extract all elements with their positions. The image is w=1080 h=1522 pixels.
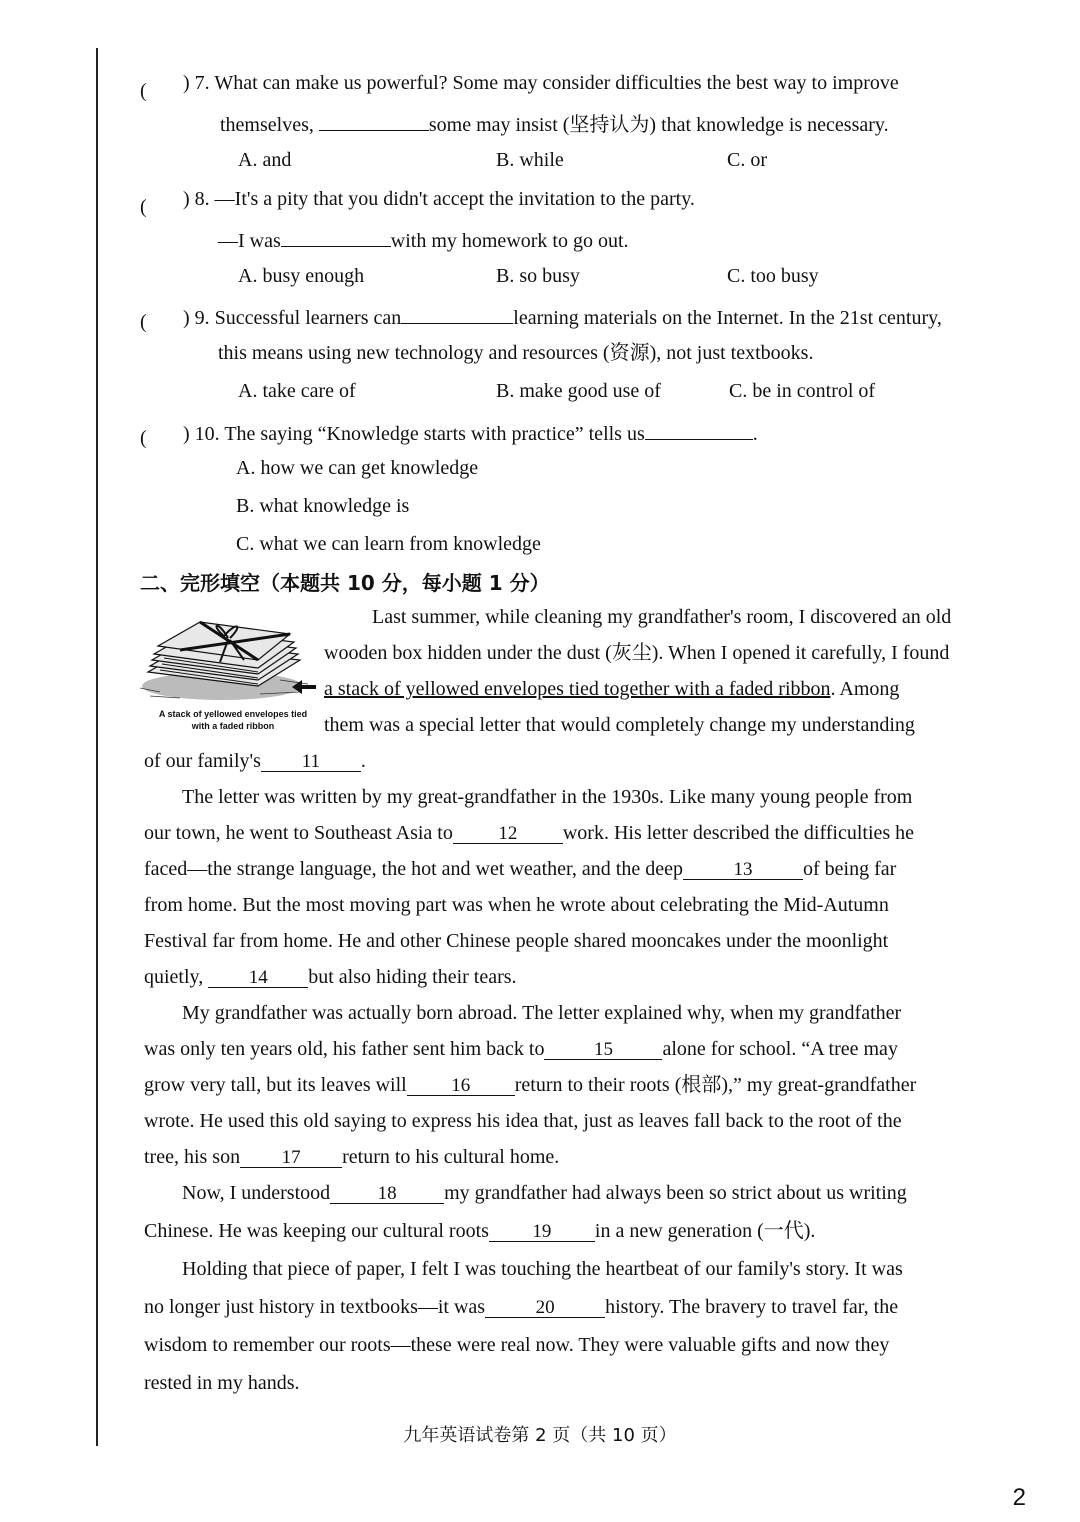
blank-11[interactable]: 11	[261, 749, 361, 772]
p4-line2-pre: Chinese. He was keeping our cultural roots	[144, 1220, 489, 1242]
p2-line1: The letter was written by my great-grandfather in the 1930s. Like many young people from	[182, 786, 913, 808]
p2-line2-pre: our town, he went to Southeast Asia to	[144, 822, 453, 844]
p5-line2-post: history. The bravery to travel far, the	[605, 1296, 899, 1318]
p4-line2	[144, 1218, 815, 1244]
q8-line1	[183, 186, 695, 212]
q7-number: ) 7.	[183, 72, 210, 94]
p4-line1-pre: Now, I understood	[182, 1182, 331, 1204]
p1-line2: wooden box hidden under the dust (灰尘). When I opened it carefully, I found	[324, 642, 950, 664]
p5-line3: wisdom to remember our roots—these were real now. They were valuable gifts and now they	[144, 1334, 890, 1356]
p3-line2	[144, 1036, 898, 1062]
q9-stem-1b: learning materials on the Internet. In the 21st century,	[513, 307, 942, 329]
blank-18[interactable]: 18	[330, 1181, 444, 1204]
q10-answer-paren[interactable]: (	[140, 427, 147, 449]
q9-option-a[interactable]: A. take care of	[238, 380, 356, 402]
q7-stem-2b: some may insist (坚持认为) that knowledge is necessary.	[428, 114, 889, 136]
page-number: 2	[1012, 1484, 1026, 1511]
q8-option-b[interactable]: B. so busy	[496, 265, 580, 287]
p2-line2	[144, 820, 914, 846]
p3-line4: wrote. He used this old saying to express his idea that, just as leaves fall back to the root of the	[144, 1110, 902, 1132]
p1-line5-pre: of our family's	[144, 750, 261, 772]
envelope-stack-icon	[140, 600, 312, 710]
p2-line4: from home. But the most moving part was when he wrote about celebrating the Mid-Autumn	[144, 894, 889, 916]
p3-line1: My grandfather was actually born abroad. The letter explained why, when my grandfather	[182, 1002, 902, 1024]
p3-line5-post: return to his cultural home.	[342, 1146, 560, 1168]
p2-line6	[144, 964, 517, 990]
p2-line3-pre: faced—the strange language, the hot and wet weather, and the deep	[144, 858, 683, 880]
p5-line2	[144, 1294, 898, 1320]
q7-stem-2a: themselves,	[220, 114, 314, 136]
q7-answer-paren[interactable]: (	[140, 80, 147, 102]
p3-line2-post: alone for school. “A tree may	[662, 1038, 898, 1060]
p2-line3	[144, 856, 896, 882]
q7-line2	[220, 108, 889, 138]
p3-line5-pre: tree, his son	[144, 1146, 241, 1168]
p2-line5: Festival far from home. He and other Chinese people shared mooncakes under the moonlight	[144, 930, 889, 952]
p3-line2-pre: was only ten years old, his father sent him back to	[144, 1038, 545, 1060]
q9-line2: this means using new technology and resources (资源), not just textbooks.	[218, 342, 814, 364]
p1-line5-post: .	[360, 750, 366, 772]
p2-line3-post: of being far	[802, 858, 897, 880]
q10-option-b[interactable]: B. what knowledge is	[236, 495, 410, 517]
p1-line3	[324, 676, 899, 702]
blank-20[interactable]: 20	[485, 1295, 605, 1318]
q9-stem-1a: Successful learners can	[214, 307, 402, 329]
p3-line3-post: return to their roots (根部),” my great-grandfather	[514, 1074, 917, 1096]
q7-option-c[interactable]: C. or	[727, 149, 767, 171]
p1-line4: them was a special letter that would completely change my understanding	[324, 714, 915, 736]
q10-blank	[645, 417, 753, 440]
q8-stem-2b: with my homework to go out.	[390, 230, 629, 252]
q9-number: ) 9.	[183, 307, 210, 329]
binding-margin-line	[96, 48, 98, 1446]
q7-option-a[interactable]: A. and	[238, 149, 292, 171]
q7-blank	[319, 108, 429, 131]
q8-blank	[281, 224, 391, 247]
p2-line6-post: but also hiding their tears.	[308, 966, 517, 988]
q9-blank	[401, 301, 513, 324]
p4-line1	[182, 1180, 907, 1206]
p3-line5	[144, 1144, 559, 1170]
q9-option-c[interactable]: C. be in control of	[729, 380, 876, 402]
q9-option-b[interactable]: B. make good use of	[496, 380, 661, 402]
blank-12[interactable]: 12	[453, 821, 563, 844]
q10-stem-b: .	[752, 423, 758, 445]
q8-number: ) 8.	[183, 188, 210, 210]
p1-line1: Last summer, while cleaning my grandfather's room, I discovered an old	[372, 606, 952, 628]
q7-option-b[interactable]: B. while	[496, 149, 564, 171]
left-arrow-icon	[290, 678, 318, 696]
q8-stem-1: —It's a pity that you didn't accept the invitation to the party.	[214, 188, 695, 210]
blank-16[interactable]: 16	[407, 1073, 515, 1096]
q9-line1	[183, 301, 942, 331]
q8-option-c[interactable]: C. too busy	[727, 265, 819, 287]
q8-stem-2a: —I was	[218, 230, 281, 252]
p1-underlined-phrase: a stack of yellowed envelopes tied together with a faded ribbon	[324, 678, 831, 700]
blank-15[interactable]: 15	[544, 1037, 662, 1060]
p4-line2-post: in a new generation (一代).	[594, 1220, 816, 1242]
p5-line1: Holding that piece of paper, I felt I was touching the heartbeat of our family's story. It was	[182, 1258, 903, 1280]
page-footer: 九年英语试卷第 2 页（共 10 页）	[403, 1425, 677, 1446]
q7-stem-1: What can make us powerful? Some may consider difficulties the best way to improve	[214, 72, 899, 94]
blank-17[interactable]: 17	[240, 1145, 342, 1168]
q10-number: ) 10.	[183, 423, 220, 445]
p1-line5	[144, 748, 366, 774]
blank-13[interactable]: 13	[683, 857, 803, 880]
p3-line3-pre: grow very tall, but its leaves will	[144, 1074, 407, 1096]
p5-line4: rested in my hands.	[144, 1372, 300, 1394]
q10-option-c[interactable]: C. what we can learn from knowledge	[236, 533, 541, 555]
p2-line6-pre: quietly,	[144, 966, 204, 988]
p2-line2-post: work. His letter described the difficulties he	[562, 822, 915, 844]
q7-line1	[183, 70, 899, 96]
section-title-cloze: 二、完形填空（本题共 10 分，每小题 1 分）	[140, 571, 550, 595]
blank-14[interactable]: 14	[208, 965, 308, 988]
q10-line1	[183, 417, 758, 447]
p5-line2-pre: no longer just history in textbooks—it was	[144, 1296, 486, 1318]
illustration-caption: A stack of yellowed envelopes tied with a faded ribbon	[158, 709, 308, 731]
q10-option-a[interactable]: A. how we can get knowledge	[236, 457, 479, 479]
p1-line3-post: . Among	[830, 678, 900, 700]
q8-answer-paren[interactable]: (	[140, 196, 147, 218]
q10-stem-a: The saying “Knowledge starts with practice” tells us	[224, 423, 645, 445]
p3-line3	[144, 1072, 916, 1098]
blank-19[interactable]: 19	[489, 1219, 595, 1242]
q8-option-a[interactable]: A. busy enough	[238, 265, 365, 287]
q9-answer-paren[interactable]: (	[140, 311, 147, 333]
p4-line1-post: my grandfather had always been so strict about us writing	[444, 1182, 907, 1204]
q8-line2	[218, 224, 629, 254]
